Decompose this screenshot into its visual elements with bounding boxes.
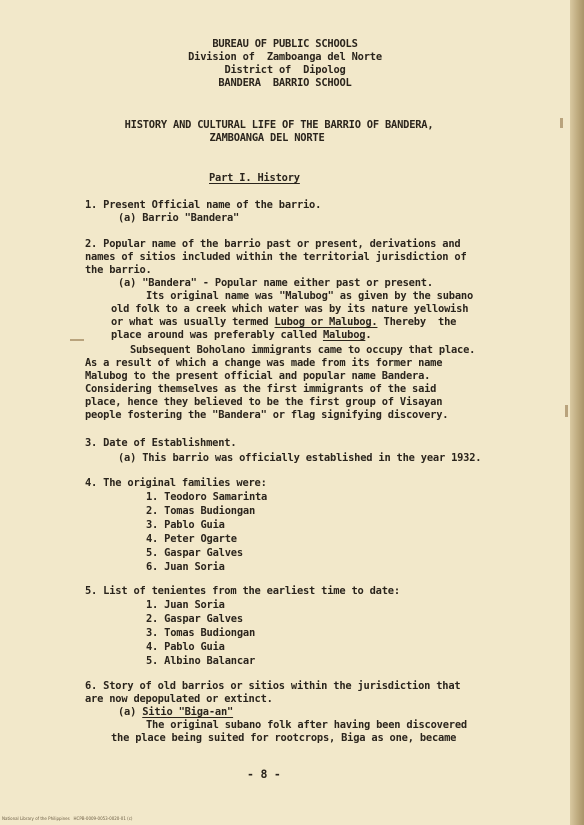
header-district: District of Dipolog bbox=[224, 64, 346, 76]
scan-mark bbox=[70, 339, 84, 341]
header-bureau: BUREAU OF PUBLIC SCHOOLS bbox=[212, 38, 358, 50]
q6-para-2: the place being suited for rootcrops, Biga as one, became bbox=[111, 732, 457, 744]
teniente-item: 2. Gaspar Galves bbox=[146, 613, 243, 625]
q2-line-3: the barrio. bbox=[85, 264, 152, 276]
q1-question: 1. Present Official name of the barrio. bbox=[85, 199, 322, 211]
title-line-2: ZAMBOANGA DEL NORTE bbox=[209, 132, 325, 144]
page-edge-shadow bbox=[570, 0, 584, 825]
q3-answer: (a) This barrio was officially established in the year 1932. bbox=[118, 452, 482, 464]
q2-answer-7: As a result of which a change was made from its former name bbox=[85, 357, 443, 369]
q2-answer-4-pre: or what was usually termed bbox=[111, 316, 275, 328]
malubog-underlined: Malubog bbox=[322, 329, 366, 341]
q2-answer-4 bbox=[111, 316, 456, 329]
sitio-biga-an-underlined: Sitio "Biga-an" bbox=[142, 706, 234, 718]
q6-sub bbox=[118, 706, 233, 719]
scan-footer: National Library of the Philippines HCPB-0009-0053-0020-01 (c) bbox=[2, 816, 133, 821]
family-item: 6. Juan Soria bbox=[146, 561, 225, 573]
q3-question: 3. Date of Establishment. bbox=[85, 437, 237, 449]
q2-answer-5-pre: place around was preferably called bbox=[111, 329, 323, 341]
q2-line-2: names of sitios included within the territorial jurisdiction of bbox=[85, 251, 467, 263]
family-item: 5. Gaspar Galves bbox=[146, 547, 243, 559]
q2-answer-2: Its original name was "Malubog" as given by the subano bbox=[146, 290, 474, 302]
teniente-item: 3. Tomas Budiongan bbox=[146, 627, 256, 639]
q2-answer-5 bbox=[111, 329, 371, 342]
q2-answer-3: old folk to a creek which water was by its nature yellowish bbox=[111, 303, 469, 315]
q2-answer-8: Malubog to the present official and popular name Bandera. bbox=[85, 370, 431, 382]
q6-para-1: The original subano folk after having been discovered bbox=[146, 719, 467, 731]
q2-answer-11: people fostering the "Bandera" or flag signifying discovery. bbox=[85, 409, 449, 421]
family-item: 2. Tomas Budiongan bbox=[146, 505, 256, 517]
q2-answer-6: Subsequent Boholano immigrants came to occupy that place. bbox=[130, 344, 476, 356]
family-item: 1. Teodoro Samarinta bbox=[146, 491, 268, 503]
scan-mark bbox=[560, 118, 563, 128]
q2-answer-10: place, hence they believed to be the first group of Visayan bbox=[85, 396, 443, 408]
header-school: BANDERA BARRIO SCHOOL bbox=[218, 77, 352, 89]
title-line-1: HISTORY AND CULTURAL LIFE OF THE BARRIO OF BANDERA, bbox=[124, 119, 434, 131]
header-division: Division of Zamboanga del Norte bbox=[188, 51, 382, 63]
q6-line-2: are now depopulated or extinct. bbox=[85, 693, 273, 705]
lubog-underlined: Lubog or Malubog. bbox=[274, 316, 378, 328]
q2-answer-1: (a) "Bandera" - Popular name either past or present. bbox=[118, 277, 433, 289]
page-number: - 8 - bbox=[247, 767, 281, 781]
q4-question: 4. The original families were: bbox=[85, 477, 267, 489]
q6-line-1: 6. Story of old barrios or sitios within the jurisdiction that bbox=[85, 680, 461, 692]
q2-answer-4-post: Thereby the bbox=[377, 316, 457, 328]
q2-answer-5-post: . bbox=[365, 329, 372, 341]
q5-question: 5. List of tenientes from the earliest time to date: bbox=[85, 585, 400, 597]
q1-answer: (a) Barrio "Bandera" bbox=[118, 212, 240, 224]
teniente-item: 1. Juan Soria bbox=[146, 599, 225, 611]
teniente-item: 4. Pablo Guia bbox=[146, 641, 225, 653]
teniente-item: 5. Albino Balancar bbox=[146, 655, 256, 667]
scan-mark bbox=[565, 405, 568, 417]
part-heading: Part I. History bbox=[209, 172, 300, 184]
family-item: 3. Pablo Guia bbox=[146, 519, 225, 531]
q2-line-1: 2. Popular name of the barrio past or present, derivations and bbox=[85, 238, 461, 250]
q6-sub-prefix: (a) bbox=[118, 706, 143, 718]
family-item: 4. Peter Ogarte bbox=[146, 533, 237, 545]
q2-answer-9: Considering themselves as the first immigrants of the said bbox=[85, 383, 437, 395]
